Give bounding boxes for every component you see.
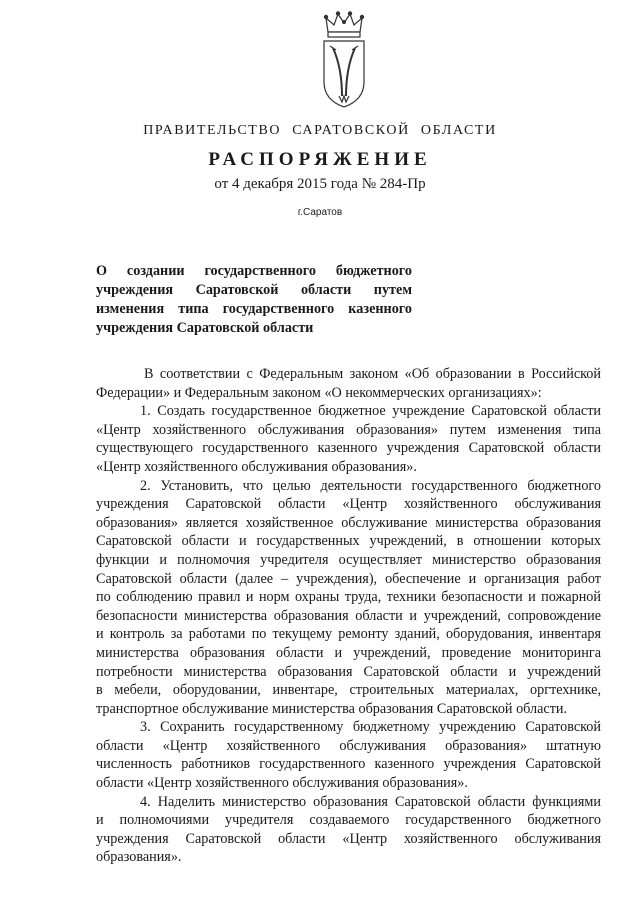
subject-line: учреждения Саратовской области bbox=[96, 320, 314, 336]
subject-line: О создании государственного бюджетного bbox=[96, 263, 412, 279]
document-subject bbox=[96, 262, 412, 338]
body-line: безопасности министерства образования области и учреждений, сопровождение bbox=[96, 607, 601, 624]
body-line: 4. Наделить министерство образования Саратовской области функциями bbox=[140, 793, 601, 810]
body-line: образования» является хозяйственное обслуживание министерства образования bbox=[96, 514, 601, 531]
body-line: численность работников государственного казенного учреждения Саратовской bbox=[96, 756, 601, 773]
body-line: по соблюдению правил и норм охраны труда, техники безопасности и пожарной bbox=[96, 589, 601, 606]
body-line: транспортное обслуживание министерства образования Саратовской области. bbox=[96, 700, 568, 717]
body-line: области «Центр хозяйственного обслуживания образования». bbox=[96, 775, 468, 792]
item-3-paragraph bbox=[96, 718, 601, 792]
body-line: 2. Установить, что целью деятельности государственного бюджетного bbox=[140, 477, 601, 494]
subject-line: изменения типа государственного казенного bbox=[96, 301, 412, 317]
item-4-paragraph bbox=[96, 793, 601, 867]
body-line: 1. Создать государственное бюджетное учреждение Саратовской области bbox=[140, 403, 601, 420]
body-line: в мебели, оборудовании, инвентаре, строительных материалах, оргтехнике, bbox=[96, 682, 601, 699]
document-date-number: от 4 декабря 2015 года № 284-Пр bbox=[214, 176, 426, 192]
document-body bbox=[96, 365, 601, 867]
body-line: «Центр хозяйственного обслуживания образования». bbox=[96, 458, 417, 475]
body-line: Саратовской области (далее – учреждения), обеспечение и организация работ bbox=[96, 570, 601, 587]
body-line: и контроль за работами по текущему ремонту зданий, оборудования, инвентаря bbox=[96, 626, 601, 643]
body-line: министерства образования области и учреждений, проведение мониторинга bbox=[96, 644, 601, 661]
body-line: потребности министерства образования Саратовской области и учреждений bbox=[96, 663, 601, 680]
body-line: функции и полномочия учредителя осуществляет министерство образования bbox=[96, 551, 601, 568]
government-title: ПРАВИТЕЛЬСТВО САРАТОВСКОЙ ОБЛАСТИ bbox=[143, 123, 497, 138]
body-line: существующего государственного казенного учреждения Саратовской области bbox=[96, 440, 601, 457]
document-city: г.Саратов bbox=[297, 207, 343, 218]
document-type: РАСПОРЯЖЕНИЕ bbox=[208, 149, 432, 170]
body-line: В соответствии с Федеральным законом «Об образовании в Российской bbox=[144, 366, 601, 382]
item-1-paragraph bbox=[96, 402, 601, 476]
body-line: и полномочиями учредителя создаваемого государственного бюджетного bbox=[96, 812, 601, 829]
body-line: учреждения Саратовской области «Центр хозяйственного обслуживания bbox=[96, 830, 601, 847]
body-line: учреждения Саратовской области «Центр хозяйственного обслуживания bbox=[96, 496, 601, 513]
body-line: «Центр хозяйственного обслуживания образования» путем изменения типа bbox=[96, 421, 601, 438]
saratov-coat-of-arms-icon bbox=[318, 10, 370, 110]
body-line: образования». bbox=[96, 849, 182, 866]
subject-line: учреждения Саратовской области путем bbox=[96, 282, 412, 298]
item-2-paragraph bbox=[96, 477, 601, 719]
body-line: Саратовской области и государственных учреждений, в отношении которых bbox=[96, 533, 601, 550]
preamble-paragraph bbox=[96, 365, 601, 402]
body-line: области «Центр хозяйственного обслуживания образования» штатную bbox=[96, 737, 601, 754]
body-line: Федерации» и Федеральным законом «О некоммерческих организациях»: bbox=[96, 384, 542, 401]
body-line: 3. Сохранить государственному бюджетному учреждению Саратовской bbox=[140, 719, 601, 736]
